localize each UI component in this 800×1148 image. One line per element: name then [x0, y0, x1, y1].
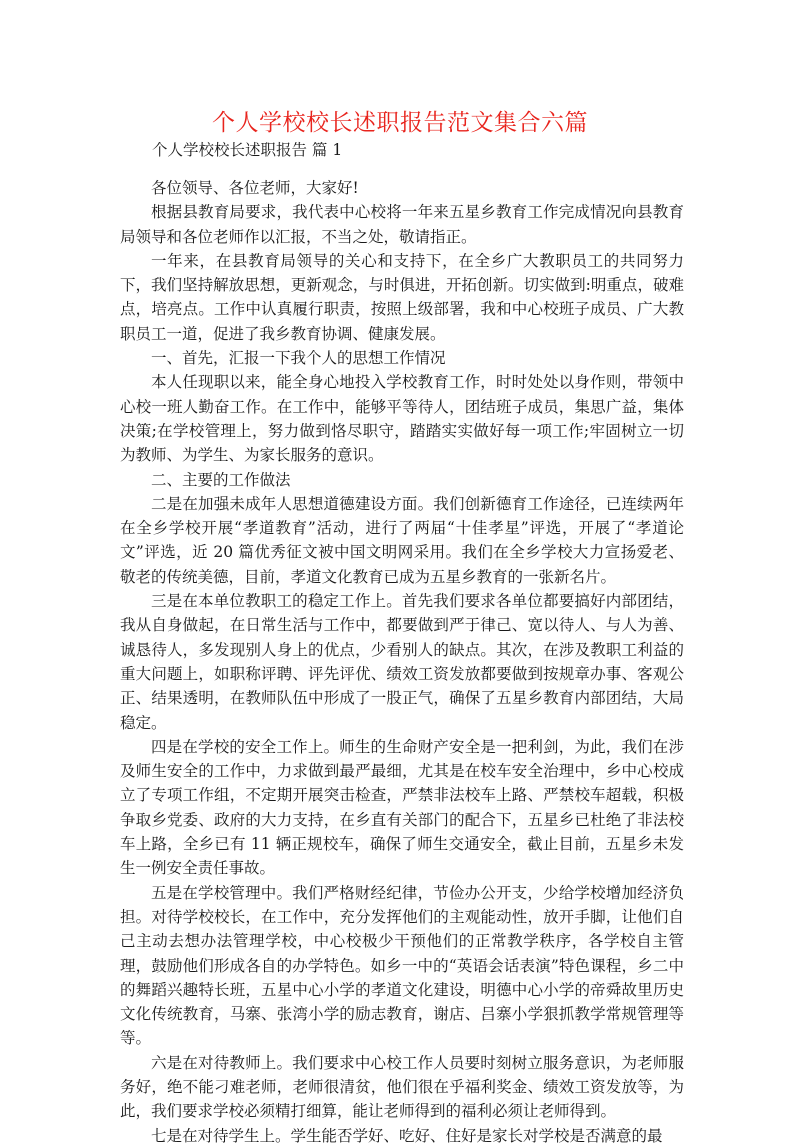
- paragraph: 七是在对待学生上。学生能否学好、吃好、住好是家长对学校是否满意的最: [151, 1126, 663, 1145]
- paragraph: 各位领导、各位老师，大家好!: [151, 179, 359, 197]
- document-title: 个人学校校长述职报告范文集合六篇: [212, 110, 588, 136]
- paragraph: 三是在本单位教职工的稳定工作上。首先我们要求各单位都要搞好内部团结，我从自身做起，在日常生活与工作中，都要做到严于律己、宽以待人、与人为善、诚恳待人，多发现别人身上的优点，少看别人的缺点。其次，在涉及教职工利益的重大问题上，如职称评聘、评先评优、绩效工资发放都要做到按规章办事、客观公正、结果透明，在教师队伍中形成了一股正气，确保了五星乡教育内部团结，大局稳定。: [120, 592, 684, 732]
- paragraph: 六是在对待教师上。我们要求中心校工作人员要时刻树立服务意识，为老师服务好，绝不能刁难老师，老师很清贫，他们很在乎福利奖金、绩效工资发放等，为此，我们要求学校必须精打细算，能让老师得到的福利必须让老师得到。: [120, 1053, 684, 1121]
- section-heading: 二、主要的工作做法: [151, 470, 291, 489]
- paragraph: 五是在学校管理中。我们严格财经纪律，节俭办公开支，少给学校增加经济负担。对待学校校长，在工作中，充分发挥他们的主观能动性，放开手脚，让他们自己主动去想办法管理学校，中心校极少干预他们的正常教学秩序，各学校自主管理，鼓励他们形成各自的办学特色。如乡一中的“英语会话表演”特色课程，乡二中的舞蹈兴趣特长班，五星中心小学的孝道文化建设，明德中心小学的帝舜故里历史文化传统教育，马寨、张湾小学的励志教育，谢店、吕寨小学狠抓教学常规管理等等。: [120, 883, 684, 1048]
- section-heading: 一、首先，汇报一下我个人的思想工作情况: [151, 349, 446, 368]
- document-body: [120, 176, 684, 1148]
- paragraph: 根据县教育局要求，我代表中心校将一年来五星乡教育工作完成情况向县教育局领导和各位老师作以汇报，不当之处，敬请指正。: [120, 203, 684, 246]
- paragraph: 一年来，在县教育局领导的关心和支持下，在全乡广大教职员工的共同努力下，我们坚持解放思想，更新观念，与时俱进，开拓创新。切实做到:明重点，破难点，培亮点。工作中认真履行职责，按照上级部署，我和中心校班子成员、广大教职员工一道，促进了我乡教育协调、健康发展。: [120, 251, 684, 343]
- document-subtitle: 个人学校校长述职报告 篇 1: [152, 141, 343, 159]
- paragraph: 四是在学校的安全工作上。师生的生命财产安全是一把利剑，为此，我们在涉及师生安全的工作中，力求做到最严最细，尤其是在校车安全治理中，乡中心校成立了专项工作组，不定期开展突击检查，严禁非法校车上路、严禁校车超载，积极争取乡党委、政府的大力支持，在乡直有关部门的配合下，五星乡已杜绝了非法校车上路，全乡已有 11 辆正规校车，确保了师生交通安全，截止目前，五星乡未发生一例安全责任事故。: [120, 737, 684, 878]
- paragraph: 本人任现职以来，能全身心地投入学校教育工作，时时处处以身作则，带领中心校一班人勤奋工作。在工作中，能够平等待人，团结班子成员，集思广益，集体决策;在学校管理上，努力做到恪尽职守，踏踏实实做好每一项工作;牢固树立一切为教师、为学生、为家长服务的意识。: [120, 373, 684, 465]
- paragraph: 二是在加强未成年人思想道德建设方面。我们创新德育工作途径，已连续两年在全乡学校开展“孝道教育”活动，进行了两届“十佳孝星”评选，开展了“孝道论文”评选，近 20 篇优秀征文被中国文明网采用。我们在全乡学校大力宣扬爱老、敬老的传统美德，目前，孝道文化教育已成为五星乡教育的一张新名片。: [120, 494, 684, 586]
